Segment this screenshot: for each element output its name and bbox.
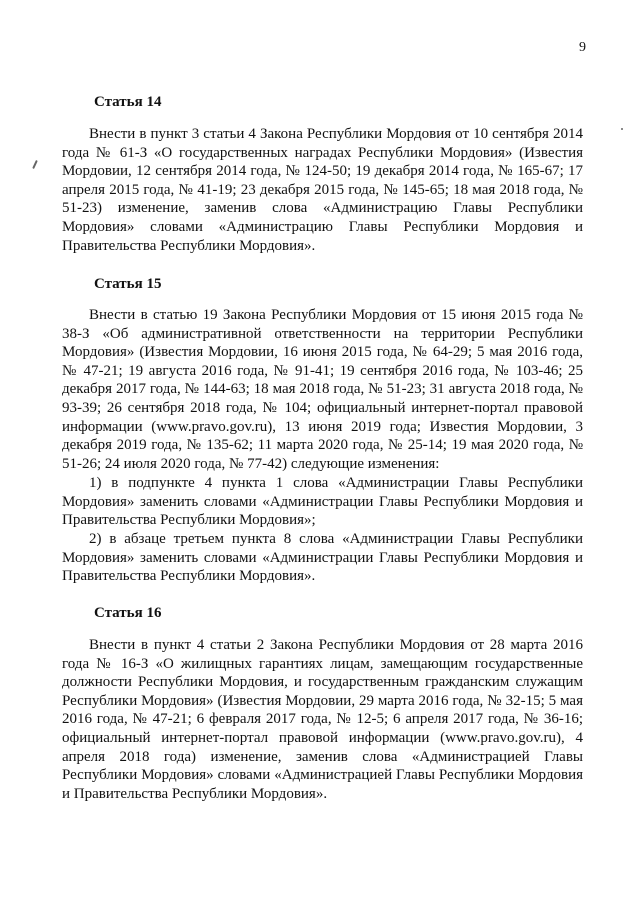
article-16-paragraph: Внести в пункт 4 статьи 2 Закона Республики Мордовия от 28 марта 2016 года № 16-З «О жилищных гарантиях лицам, замещающим государственные должности Республики Мордовия, и государственным гражданским служащим Республики Мордовия» (Известия Мордовии, 29 марта 2016 года, № 32-15; 5 мая 2016 года, № 47-21; 6 февраля 2017 года, № 12-5; 6 апреля 2017 года, № 36-16; официальный интернет-портал правовой информации (www.pravo.gov.ru), 4 апреля 2018 года) изменение, заменив слова «Администрацией Главы Республики Мордовия» словами «Администрацией Главы Республики Мордовия и Правительства Республики Мордовия». (62, 637, 583, 802)
scan-speck (621, 128, 623, 130)
article-15-paragraph-item-2: 2) в абзаце третьем пункта 8 слова «Администрации Главы Республики Мордовия» заменить словами «Администрации Главы Республики Мордовия и Правительства Республики Мордовия». (62, 531, 583, 585)
scan-speck (32, 160, 38, 169)
article-14-paragraph: Внести в пункт 3 статьи 4 Закона Республики Мордовия от 10 сентября 2014 года № 61-З «О государственных наградах Республики Мордовия» (Известия Мордовии, 12 сентября 2014 года, № 124-50; 19 декабря 2014 года, № 165-67; 17 апреля 2015 года, № 41-19; 23 декабря 2015 года, № 145-65; 18 мая 2018 года, № 51-23) изменение, заменив слова «Администрацию Главы Республики Мордовия» словами «Администрацию Главы Республики Мордовия и Правительства Республики Мордовия». (62, 126, 583, 254)
article-15-paragraph-intro: Внести в статью 19 Закона Республики Мордовия от 15 июня 2015 года № 38-З «Об административной ответственности на территории Республики Мордовия» (Известия Мордовии, 16 июня 2015 года, № 64-29; 5 мая 2016 года, № 47-21; 19 августа 2016 года, № 91-41; 19 сентября 2016 года, № 103-46; 25 декабря 2017 года, № 144-63; 18 мая 2018 года, № 51-23; 31 августа 2018 года, № 93-39; 26 сентября 2018 года, № 104; официальный интернет-портал правовой информации (www.pravo.gov.ru), 13 июня 2019 года; Известия Мордовии, 3 декабря 2019 года, № 135-62; 11 марта 2020 года, № 25-14; 19 мая 2020 года, № 51-26; 24 июля 2020 года, № 77-42) следующие изменения: (62, 307, 583, 472)
page-number: 9 (579, 40, 586, 55)
article-16-heading: Статья 16 (94, 605, 162, 621)
article-14-heading: Статья 14 (94, 94, 162, 110)
article-15-paragraph-item-1: 1) в подпункте 4 пункта 1 слова «Администрации Главы Республики Мордовия» заменить словами «Администрации Главы Республики Мордовия и Правительства Республики Мордовия»; (62, 475, 583, 529)
article-15-heading: Статья 15 (94, 276, 162, 292)
